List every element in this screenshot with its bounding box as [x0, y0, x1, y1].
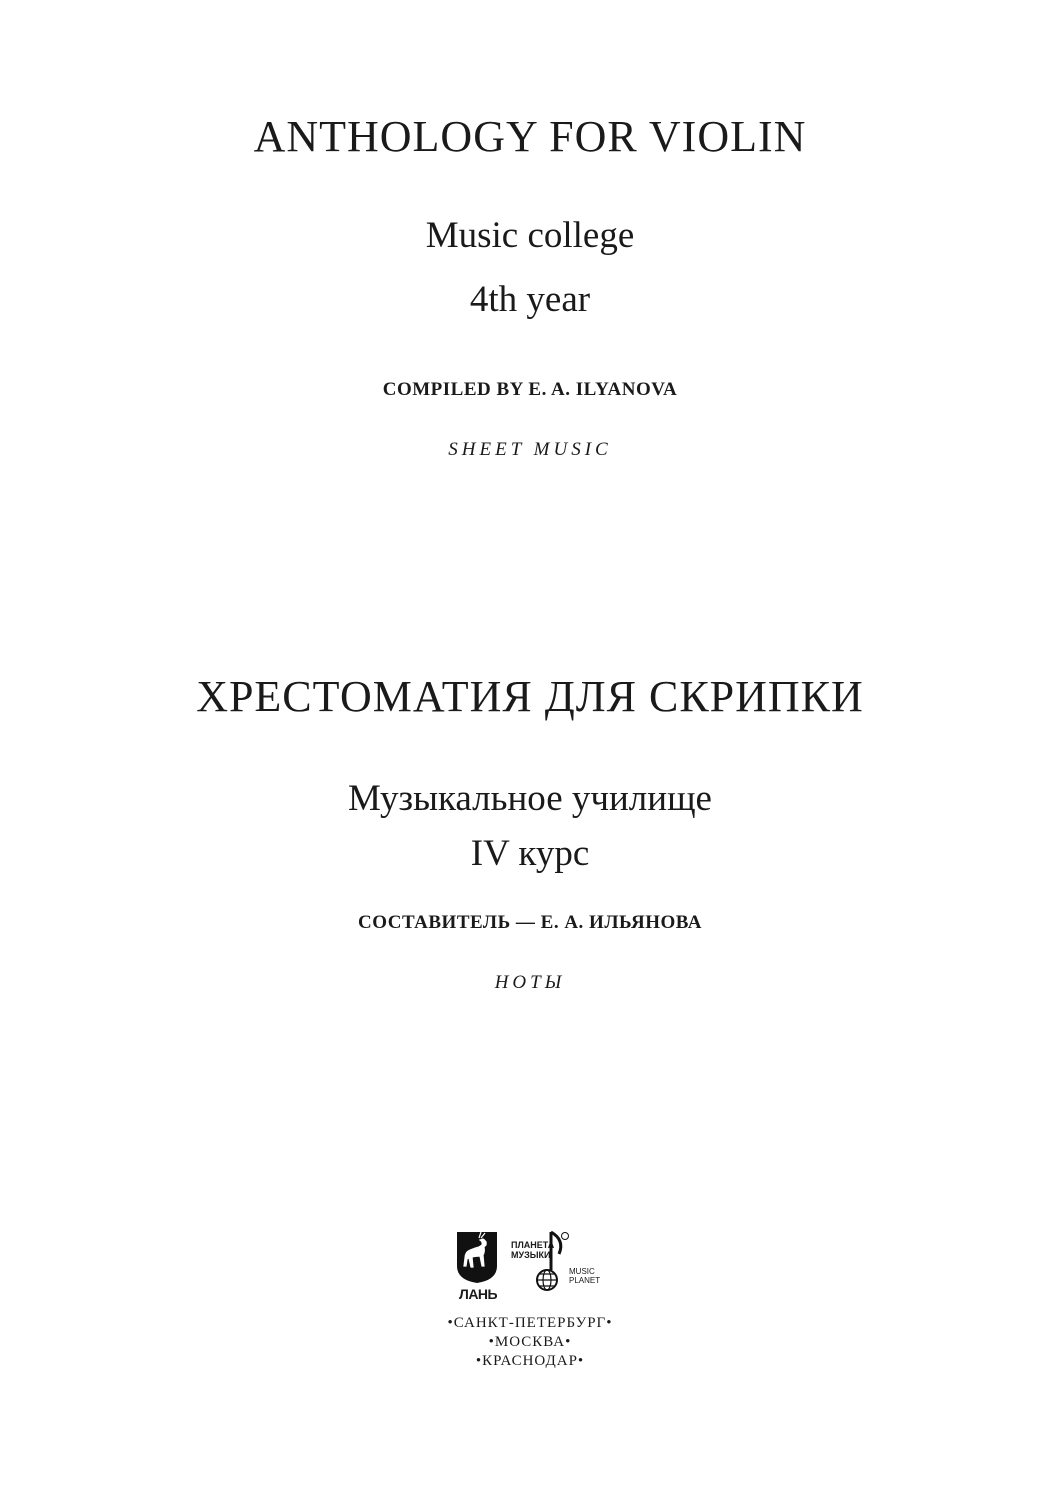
english-title: ANTHOLOGY FOR VIOLIN — [253, 112, 807, 161]
music-planet-ru-text: ПЛАНЕТА МУЗЫКИ — [511, 1240, 555, 1260]
english-publication-kind: SHEET MUSIC — [448, 439, 612, 460]
deer-icon — [455, 1226, 499, 1284]
russian-subtitle-line1: Музыкальное училище — [348, 778, 712, 819]
city-moscow: •МОСКВА• — [488, 1334, 572, 1350]
english-subtitle-line1: Music college — [425, 215, 635, 256]
city-krasnodar: •КРАСНОДАР• — [475, 1353, 585, 1369]
english-compiled-by: COMPILED BY E. A. ILYANOVA — [382, 379, 678, 400]
english-subtitle-line2: 4th year — [469, 279, 591, 320]
city-saint-petersburg: •САНКТ-ПЕТЕРБУРГ• — [447, 1315, 613, 1331]
music-planet-logo — [507, 1230, 607, 1300]
russian-publication-kind: НОТЫ — [494, 972, 566, 993]
lan-logo-text: ЛАНЬ — [459, 1286, 498, 1302]
lan-logo — [455, 1226, 515, 1306]
russian-title: ХРЕСТОМАТИЯ ДЛЯ СКРИПКИ — [196, 672, 864, 721]
music-note-globe-icon — [535, 1230, 569, 1300]
russian-compiled-by: СОСТАВИТЕЛЬ — Е. А. ИЛЬЯНОВА — [357, 912, 703, 933]
music-planet-en-text: MUSIC PLANET — [569, 1267, 601, 1285]
russian-subtitle-line2: IV курс — [470, 833, 590, 874]
publisher-logos — [455, 1226, 605, 1306]
